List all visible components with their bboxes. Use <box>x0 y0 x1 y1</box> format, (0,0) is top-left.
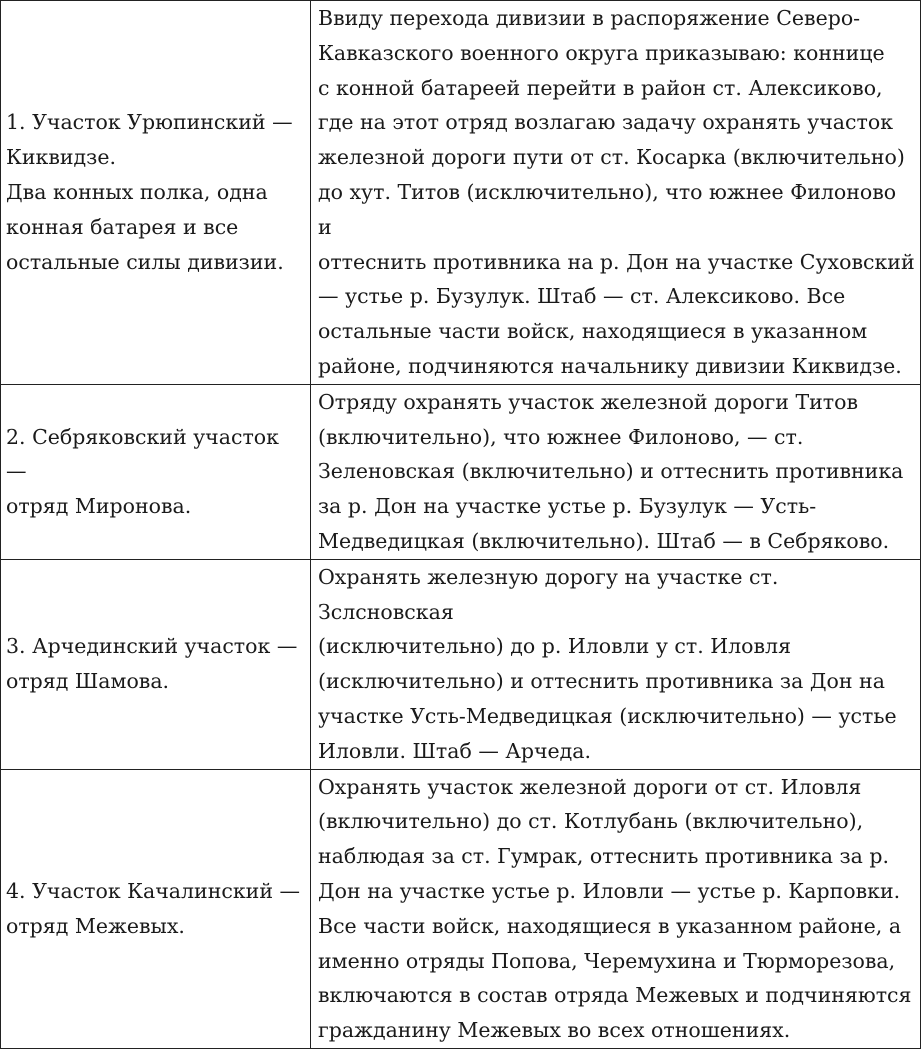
order-cell: Отряду охранять участок железной дороги Титов (включительно), что южнее Филоново, — ст. Зеленовская (включительно) и оттеснить противника за р. Дон на участке устье р. Бузулук — Усть- Медведицкая (включительно). Штаб — в Себряково. <box>311 384 921 559</box>
table-row <box>1 1 921 385</box>
sector-cell: 1. Участок Урюпинский — Киквидзе. Два конных полка, одна конная батарея и все остальные силы дивизии. <box>1 1 311 385</box>
order-cell: Охранять участок железной дороги от ст. Иловля (включительно) до ст. Котлубань (включительно), наблюдая за ст. Гумрак, оттеснить противника за р. Дон на участке устье р. Иловли — устье р. Карповки. Все части войск, находящиеся в указанном районе, а именно отряды Попова, Черемухина и Тюрморезова, включаются в состав отряда Межевых и подчиняются гражданину Межевых во всех отношениях. <box>311 769 921 1048</box>
table-row <box>1 769 921 1048</box>
order-cell: Ввиду перехода дивизии в распоряжение Северо- Кавказского военного округа приказываю: коннице с конной батареей перейти в район ст. Алексиково, где на этот отряд возлагаю задачу охранять участок железной дороги пути от ст. Косарка (включительно) до хут. Титов (исключительно), что южнее Филоново и оттеснить противника на р. Дон на участке Суховский — устье р. Бузулук. Штаб — ст. Алексиково. Все остальные части войск, находящиеся в указанном районе, подчиняются начальнику дивизии Киквидзе. <box>311 1 921 385</box>
sector-cell: 3. Арчединский участок — отряд Шамова. <box>1 559 311 769</box>
table-row <box>1 559 921 769</box>
order-cell: Охранять железную дорогу на участке ст. Зслсновская (исключительно) до р. Иловли у ст. Иловля (исключительно) и оттеснить противника за Дон на участке Усть-Медведицкая (исключительно) — устье Иловли. Штаб — Арчеда. <box>311 559 921 769</box>
sector-cell: 2. Себряковский участок — отряд Миронова. <box>1 384 311 559</box>
table-row <box>1 384 921 559</box>
sector-cell: 4. Участок Качалинский — отряд Межевых. <box>1 769 311 1048</box>
